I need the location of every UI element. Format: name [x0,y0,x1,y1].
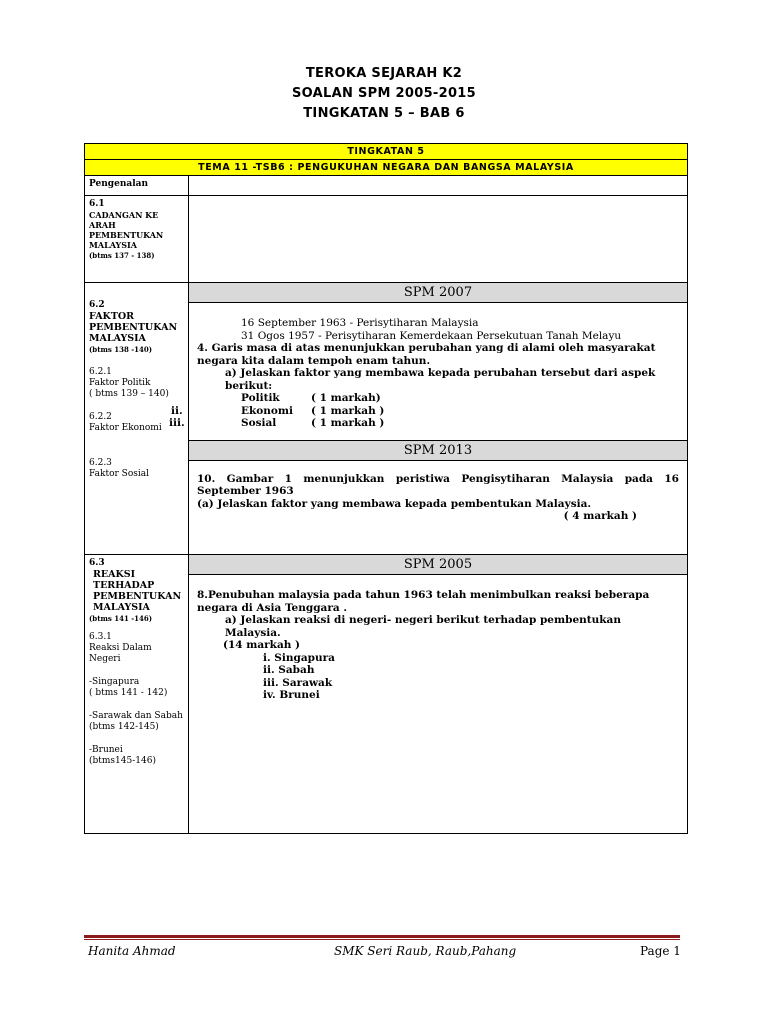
section-6-2-pages: (btms 138 -140) [89,345,153,354]
section-6-3 [85,555,189,834]
section-6-1-content [189,196,688,283]
list-item: i. Singapura [263,651,335,664]
section-6-3-pages: (btms 141 -146) [89,614,153,623]
reaksi-sarawak-sabah: -Sarawak dan Sabah [89,711,183,721]
question-8-mark: (14 markah ) [223,639,301,651]
spm-2007-and-2013 [169,283,688,555]
reaksi-brunei: -Brunei [89,745,123,755]
timeline-line-2: 31 Ogos 1957 - Perisytiharan Kemerdekaan Persekutuan Tanah Melayu [241,329,622,342]
footer-page-number: Page 1 [640,944,681,958]
footer-rule-thick [84,935,680,938]
state-list [197,652,679,702]
reaksi-sarawak-sabah-pages: (btms 142-145) [89,722,159,732]
question-10-mark: ( 4 markah ) [563,510,637,522]
timeline-line-1: 16 September 1963 - Perisytiharan Malaysia [241,317,479,329]
doc-title-line2: SOALAN SPM 2005-2015 [292,86,476,101]
section-6-3-title: REAKSI TERHADAP PEMBENTUKAN MALAYSIA [93,569,182,613]
aspect-sosial: iii. Sosial ( 1 markah ) [169,417,385,429]
subsection-6-2-3-title: Faktor Sosial [89,469,149,479]
spm-2007-heading: SPM 2007 [189,283,687,303]
section-6-2-num: 6.2 [89,300,105,310]
footer-school: SMK Seri Raub, Raub,Pahang [334,944,517,958]
theme-row: TEMA 11 -TSB6 : PENGUKUHAN NEGARA DAN BANGSA MALAYSIA [85,160,688,176]
question-8-text: 8.Penubuhan malaysia pada tahun 1963 telah menimbulkan reaksi beberapa negara di Asia Tenggara . [197,589,650,614]
subsection-6-3-1-num: 6.3.1 [89,632,112,642]
section-6-1 [85,196,189,283]
spm-2013-heading: SPM 2013 [189,440,687,461]
spm-2005-question [189,575,687,708]
subsection-6-2-2-title: Faktor Ekonomi [89,423,162,433]
question-10-text: 10. Gambar 1 menunjukkan peristiwa Pengisytiharan Malaysia pada 16 September 1963 [197,472,679,497]
question-4-text: 4. Garis masa di atas menunjukkan perubahan yang di alami oleh masyarakat negara kita dalam tempoh enam tahun. [197,342,656,367]
question-table [84,143,688,834]
intro-content [189,176,688,196]
subsection-6-2-3-num: 6.2.3 [89,458,112,468]
subsection-6-2-1-num: 6.2.1 [89,367,112,377]
aspect-politik: Politik ( 1 markah) [241,392,381,404]
question-4a: a) Jelaskan faktor yang membawa kepada perubahan tersebut dari aspek berikut: [225,367,656,392]
section-6-3-num: 6.3 [89,558,105,568]
subsection-6-2-1-title: Faktor Politik [89,378,151,388]
spm-2005-heading: SPM 2005 [189,555,687,575]
spm-2005 [189,555,688,834]
subsection-6-3-1-title: Reaksi Dalam Negeri [89,643,152,664]
reaksi-singapura: -Singapura [89,677,140,687]
section-6-1-title: CADANGAN KE ARAH PEMBENTUKAN MALAYSIA [89,210,164,250]
doc-title-line3: TINGKATAN 5 – BAB 6 [303,106,465,121]
aspect-ekonomi: ii. Ekonomi ( 1 markah ) [171,404,385,417]
reaksi-singapura-pages: ( btms 141 - 142) [89,688,168,698]
spm-2007-question [169,303,687,436]
list-item: iii. Sarawak [263,676,333,689]
question-10a: (a) Jelaskan faktor yang membawa kepada pembentukan Malaysia. [197,497,592,510]
question-8a: a) Jelaskan reaksi di negeri- negeri berikut terhadap pembentukan Malaysia. [225,614,621,639]
footer-rule-thin [84,939,680,940]
subsection-6-2-2-num: 6.2.2 [89,412,112,422]
doc-title-line1: TEROKA SEJARAH K2 [305,66,463,81]
section-6-1-num: 6.1 [89,199,105,209]
subsection-6-2-1-pages: ( btms 139 – 140) [89,389,169,399]
spm-2013-question [189,461,687,529]
reaksi-brunei-pages: (btms145-146) [89,756,156,766]
section-6-2-title: FAKTOR PEMBENTUKAN MALAYSIA [89,311,178,344]
intro-label: Pengenalan [85,176,189,196]
footer-author: Hanita Ahmad [88,944,176,958]
list-item: ii. Sabah [263,664,315,676]
list-item: iv. Brunei [263,689,320,701]
form-row: TINGKATAN 5 [85,144,688,160]
section-6-1-pages: (btms 137 - 138) [89,251,155,260]
